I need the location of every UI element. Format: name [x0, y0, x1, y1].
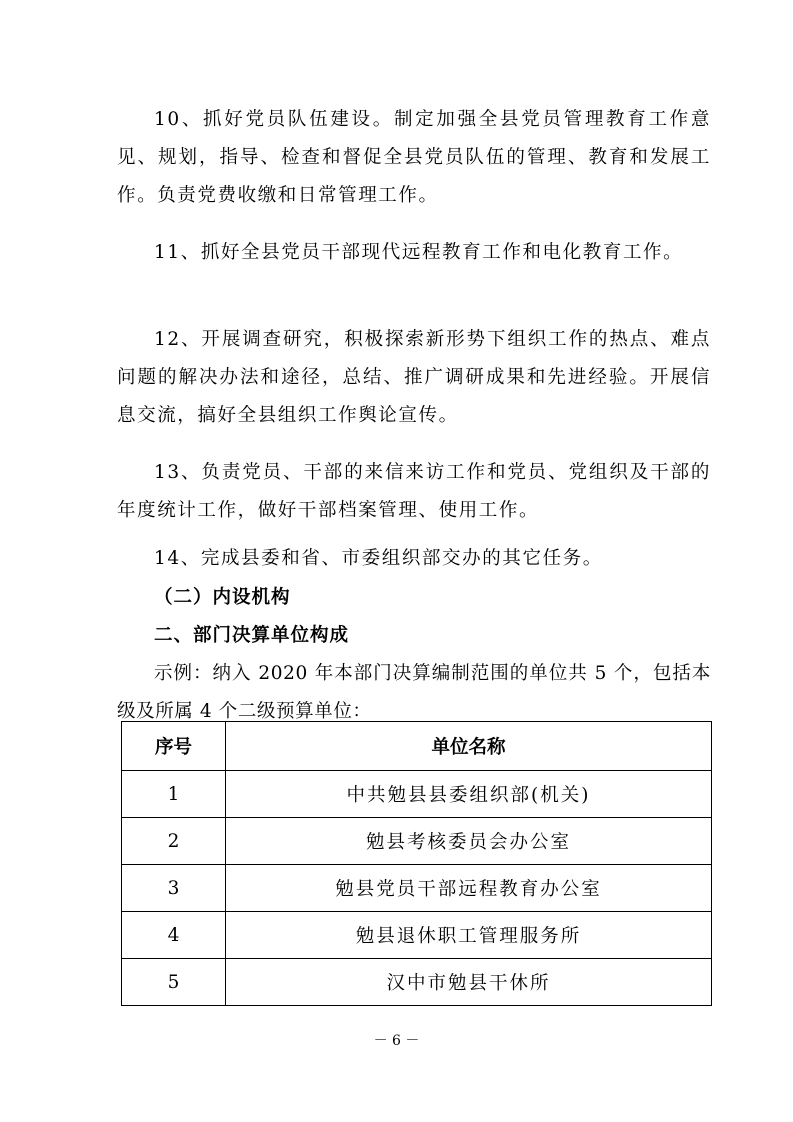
row-index: 1	[122, 771, 226, 818]
row-unit-name: 中共勉县县委组织部(机关)	[226, 771, 712, 818]
paragraph-item-10: 10、抓好党员队伍建设。制定加强全县党员管理教育工作意见、规划，指导、检查和督促全县党员队伍的管理、教育和发展工作。负责党费收缴和日常管理工作。	[117, 109, 711, 206]
table-row	[122, 865, 712, 912]
page-number: － 6 －	[373, 1033, 420, 1049]
paragraph-item-14: 14、完成县委和省、市委组织部交办的其它任务。	[154, 548, 603, 569]
paragraph-item-12: 12、开展调查研究，积极探索新形势下组织工作的热点、难点问题的解决办法和途径，总结、推广调研成果和先进经验。开展信息交流，搞好全县组织工作舆论宣传。	[117, 329, 711, 426]
row-index: 2	[122, 818, 226, 865]
row-unit-name: 勉县考核委员会办公室	[226, 818, 712, 865]
row-index: 3	[122, 865, 226, 912]
header-index: 序号	[122, 722, 226, 771]
example-paragraph: 示例：纳入 2020 年本部门决算编制范围的单位共 5 个，包括本级及所属 4 个二级预算单位：	[117, 663, 711, 722]
paragraph-item-13: 13、负责党员、干部的来信来访工作和党员、党组织及干部的年度统计工作，做好干部档案管理、使用工作。	[117, 462, 711, 521]
row-unit-name: 勉县退休职工管理服务所	[226, 912, 712, 959]
row-index: 5	[122, 959, 226, 1006]
paragraph-item-11: 11、抓好全县党员干部现代远程教育工作和电化教育工作。	[154, 242, 684, 263]
row-index: 4	[122, 912, 226, 959]
table-row	[122, 771, 712, 818]
heading-section-2: 二、部门决算单位构成	[154, 625, 350, 646]
table-row	[122, 959, 712, 1006]
heading-internal-structure: （二）内设机构	[154, 587, 291, 608]
table-row	[122, 912, 712, 959]
budget-units-table	[121, 721, 712, 1006]
header-unit-name: 单位名称	[226, 722, 712, 771]
row-unit-name: 勉县党员干部远程教育办公室	[226, 865, 712, 912]
row-unit-name: 汉中市勉县干休所	[226, 959, 712, 1006]
table-header-row	[122, 722, 712, 771]
table-row	[122, 818, 712, 865]
